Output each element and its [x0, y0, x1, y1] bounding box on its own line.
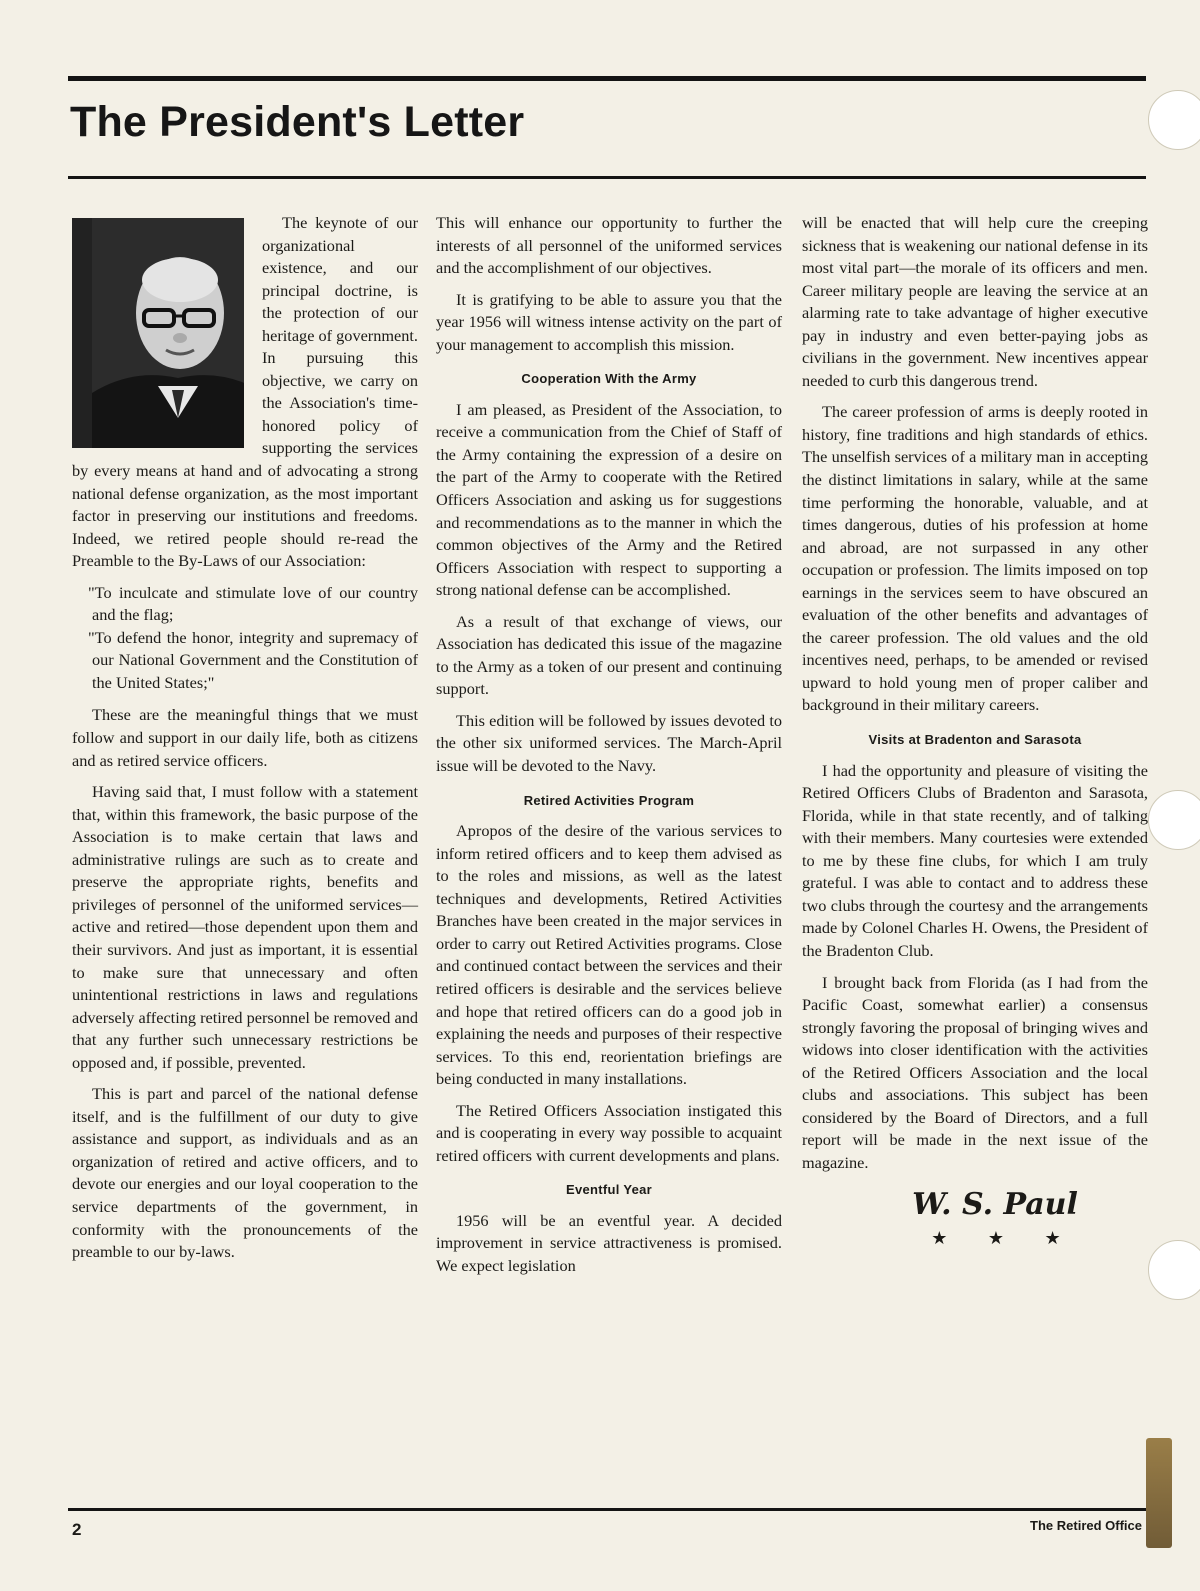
paragraph: will be enacted that will help cure the creeping sickness that is weakening our national defense in its most vital part—the morale of its officers and men. Career military people are leaving the service at an alarming rate to take advantage of higher executive pay in industry and even better-paying jobs as civilians in the government. New incentives appear needed to curb this dangerous trend.	[802, 213, 1148, 390]
paragraph: The keynote of our organizational existence, and our principal doctrine, is the protection of our heritage of government. In pursuing this objective, we carry on the Association's time-honored policy of supporting the services by every means at hand and of advocating a strong national defense organization, as the most important factor in preserving our institutions and freedoms. Indeed, we retired people should re-read the Preamble to the By-Laws of our Association:	[72, 213, 418, 571]
column-2	[436, 212, 782, 1287]
paragraph: The career profession of arms is deeply rooted in history, fine traditions and high standards of ethics. The unselfish services of a military man in accepting the distinct limitations in salary, while at the same time performing the honorable, valuable, and at times dangerous, duties of his profession at home and abroad, are not surpassed in any other occupation or profession. The limits imposed on top earnings in the services seem to have obscured an evaluation of the other benefits and advantages of the career profession. The old values and the old incentives need, perhaps, to be amended or revised upward to hold young men of proper caliber and background in their military careers.	[802, 402, 1148, 715]
section-heading: Retired Activities Program	[523, 792, 695, 808]
tape-stain	[1146, 1438, 1172, 1548]
paragraph: This will enhance our opportunity to further the interests of all personnel of the uniformed services and the accomplishment of our objectives.	[436, 213, 782, 278]
preamble-quote	[72, 582, 418, 695]
paragraph: Having said that, I must follow with a statement that, within this framework, the basic purpose of the Association is to make certain that laws and administrative rulings are such as to create and preserve the appropriate rights, benefits and privileges of personnel of the uniformed services—active and retired—those dependent upon them and their survivors. And just as important, it is essential to make sure that unnecessary and often unintentional restrictions in laws and regulations adversely affecting retired personnel be removed and that any further such unnecessary restrictions be opposed and, if possible, prevented.	[72, 782, 418, 1072]
quote-line: "To defend the honor, integrity and supremacy of our National Government and the Constitution of the United States;"	[88, 627, 418, 692]
section-heading: Cooperation With the Army	[521, 371, 697, 387]
signature: W. S. Paul	[912, 1187, 1078, 1223]
binder-hole	[1148, 790, 1200, 850]
section-heading: Visits at Bradenton and Sarasota	[868, 732, 1082, 748]
paragraph: I had the opportunity and pleasure of visiting the Retired Officers Clubs of Bradenton and Sarasota, Florida, while in that state recently, and of talking with their members. Many courtesies were extended to me by these fine clubs, for which I am truly grateful. I was able to contact and to address these two clubs through the courtesy and the arrangements made by Colonel Charles H. Owens, the President of the Bradenton Club.	[802, 760, 1148, 960]
stars-ornament: ★ ★ ★	[931, 1227, 1079, 1248]
binder-hole	[1148, 90, 1200, 150]
portrait-photo	[92, 218, 244, 448]
paragraph: The Retired Officers Association instigated this and is cooperating in every way possible to acquaint retired officers with current developments and plans.	[436, 1100, 782, 1165]
paragraph: These are the meaningful things that we must follow and support in our daily life, both as citizens and as retired service officers.	[72, 705, 418, 770]
president-portrait	[72, 218, 244, 448]
column-3	[802, 212, 1148, 1250]
paragraph: This edition will be followed by issues devoted to the other six uniformed services. The March-April issue will be devoted to the Navy.	[436, 710, 782, 776]
section-heading: Eventful Year	[565, 1182, 653, 1198]
paragraph: As a result of that exchange of views, our Association has dedicated this issue of the magazine to the Army as a token of our present and continuing support.	[436, 611, 782, 699]
title-rule	[68, 176, 1146, 179]
paragraph: 1956 will be an eventful year. A decided improvement in service attractiveness is promised. We expect legislation	[436, 1210, 782, 1275]
paragraph: I brought back from Florida (as I had from the Pacific Coast, somewhat earlier) a consensus strongly favoring the proposal of bringing wives and widows into closer identification with the activities of the Retired Officers Association and the local clubs and associations. This subject has been considered by the Board of Directors, and a full report will be made in the next issue of the magazine.	[802, 972, 1148, 1172]
paragraph: Apropos of the desire of the various services to inform retired officers and to keep them advised as to the roles and missions, as well as the latest techniques and developments, Retired Activities Branches have been created in the major services in order to carry out Retired Activities programs. Close and continued contact between the services and their retired officers is desirable and the services believe and hope that retired officers can do a good job in explaining the needs and purposes of their respective services. To this end, reorientation briefings are being conducted in many installations.	[436, 821, 782, 1089]
page-title: The President's Letter	[70, 98, 525, 146]
top-rule	[68, 76, 1146, 81]
quote-line: "To inculcate and stimulate love of our country and the flag;	[88, 582, 418, 625]
publication-name: The Retired Office	[1030, 1518, 1142, 1533]
paragraph: This is part and parcel of the national defense itself, and is the fulfillment of our duty to give assistance and support, as individuals and as an organization of retired and active officers, and to devote our energies and our loyal cooperation to the service departments of the government, in conformity with the pronouncements of the preamble to our by-laws.	[72, 1084, 418, 1262]
column-1	[72, 212, 418, 1273]
paragraph: I am pleased, as President of the Association, to receive a communication from the Chief of Staff of the Army containing the expression of a desire on the part of the Army to cooperate with the Retired Officers Association and asking us for suggestions and recommendations as to the manner in which the common objectives of the Army and the Retired Officers Association with respect to supporting a strong national defense can be accomplished.	[436, 399, 782, 600]
binder-hole	[1148, 1240, 1200, 1300]
page-number: 2	[72, 1520, 82, 1539]
bottom-rule	[68, 1508, 1146, 1511]
paragraph: It is gratifying to be able to assure you that the year 1956 will witness intense activity on the part of your management to accomplish this mission.	[436, 289, 782, 354]
